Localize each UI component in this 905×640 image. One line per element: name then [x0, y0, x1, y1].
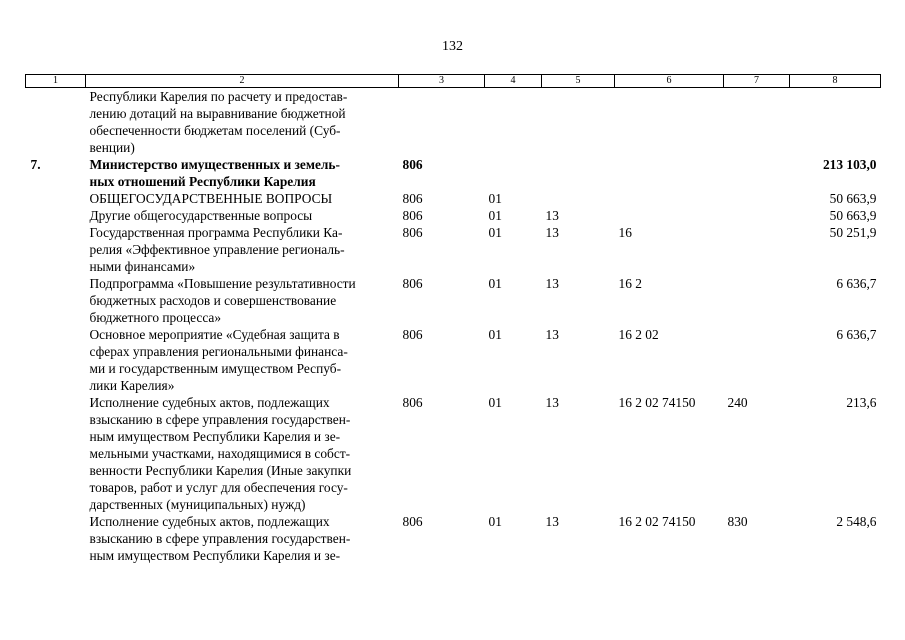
- row-number: [26, 326, 86, 394]
- ministry-code: 806: [402, 225, 423, 240]
- expense-type-code: [724, 190, 790, 207]
- expense-type-code: [724, 156, 790, 190]
- target-article-code: 16 2: [618, 276, 642, 291]
- column-number: 1: [26, 75, 86, 88]
- column-number: 7: [724, 75, 790, 88]
- row-number: 7.: [30, 157, 41, 172]
- budget-table: [25, 74, 881, 564]
- column-number: 6: [615, 75, 724, 88]
- column-number: 3: [399, 75, 485, 88]
- row-number: [26, 224, 86, 275]
- row-name: Основное мероприятие «Судебная защита в сферах управления региональными финанса- ми и государственным имуществом Респуб- лики Карелия»: [89, 327, 348, 393]
- column-number: 4: [485, 75, 542, 88]
- row-number: [26, 88, 86, 157]
- table-header: [26, 75, 881, 88]
- table-row: [26, 88, 881, 157]
- row-name: ОБЩЕГОСУДАРСТВЕННЫЕ ВОПРОСЫ: [89, 191, 333, 206]
- section-code: 01: [488, 225, 502, 240]
- amount-value: 6 636,7: [836, 327, 877, 342]
- subsection-code: [542, 88, 615, 157]
- expense-type-code: [724, 275, 790, 326]
- section-code: 01: [488, 191, 502, 206]
- subsection-code: [542, 190, 615, 207]
- ministry-code: 806: [402, 327, 423, 342]
- section-code: [485, 156, 542, 190]
- amount-value: 213,6: [846, 395, 877, 410]
- subsection-code: 13: [545, 276, 559, 291]
- ministry-code: 806: [402, 208, 423, 223]
- table-row: [26, 394, 881, 513]
- row-number: [26, 394, 86, 513]
- section-code: 01: [488, 327, 502, 342]
- row-name: Исполнение судебных актов, подлежащих взысканию в сфере управления государствен- ным имуществом Республики Карелия и зе- мельными участками, находящимися в собст- венности Республики Карелия (Иные закупки товаров, работ и услуг для обеспечения госу- дарственных (муниципальных) нужд): [89, 395, 352, 512]
- target-article-code: 16 2 02 74150: [618, 395, 696, 410]
- ministry-code: [399, 88, 485, 157]
- section-code: 01: [488, 395, 502, 410]
- subsection-code: 13: [545, 327, 559, 342]
- column-number-row: [26, 75, 881, 88]
- amount-value: 2 548,6: [836, 514, 877, 529]
- subsection-code: 13: [545, 225, 559, 240]
- subsection-code: 13: [545, 208, 559, 223]
- row-number: [26, 275, 86, 326]
- column-number: 2: [86, 75, 399, 88]
- expense-type-code: [724, 207, 790, 224]
- row-name: Другие общегосударственные вопросы: [89, 208, 313, 223]
- target-article-code: 16: [618, 225, 632, 240]
- row-name: Республики Карелия по расчету и предостав- лению дотаций на выравнивание бюджетной обеспеченности бюджетам поселений (Суб- венции): [89, 89, 348, 155]
- row-number: [26, 207, 86, 224]
- table-row: [26, 207, 881, 224]
- expense-type-code: [724, 88, 790, 157]
- target-article-code: [615, 88, 724, 157]
- target-article-code: [615, 190, 724, 207]
- amount-value: 50 663,9: [829, 208, 877, 223]
- table-row: [26, 275, 881, 326]
- section-code: 01: [488, 514, 502, 529]
- subsection-code: 13: [545, 514, 559, 529]
- ministry-code: 806: [402, 514, 423, 529]
- row-number: [26, 513, 86, 564]
- target-article-code: [615, 207, 724, 224]
- section-code: 01: [488, 276, 502, 291]
- expense-type-code: 240: [727, 395, 748, 410]
- amount-value: 213 103,0: [822, 157, 877, 172]
- subsection-code: [542, 156, 615, 190]
- row-number: [26, 190, 86, 207]
- table-row: [26, 224, 881, 275]
- target-article-code: [615, 156, 724, 190]
- ministry-code: 806: [402, 395, 423, 410]
- table-row: [26, 190, 881, 207]
- ministry-code: 806: [402, 276, 423, 291]
- row-name: Подпрограмма «Повышение результативности бюджетных расходов и совершенствование бюджетного процесса»: [89, 276, 356, 325]
- target-article-code: 16 2 02 74150: [618, 514, 696, 529]
- row-name: Исполнение судебных актов, подлежащих взысканию в сфере управления государствен- ным имуществом Республики Карелия и зе-: [89, 514, 351, 563]
- table-row: [26, 156, 881, 190]
- expense-type-code: [724, 326, 790, 394]
- section-code: [485, 88, 542, 157]
- subsection-code: 13: [545, 395, 559, 410]
- expense-type-code: [724, 224, 790, 275]
- ministry-code: 806: [402, 191, 423, 206]
- row-name: Министерство имущественных и земель- ных отношений Республики Карелия: [89, 157, 340, 189]
- table-row: [26, 326, 881, 394]
- ministry-code: 806: [402, 157, 423, 172]
- table-body: [26, 88, 881, 565]
- amount-value: 50 663,9: [829, 191, 877, 206]
- row-name: Государственная программа Республики Ка- релия «Эффективное управление региональ- ными финансами»: [89, 225, 345, 274]
- section-code: 01: [488, 208, 502, 223]
- table-row: [26, 513, 881, 564]
- amount-value: [790, 88, 881, 157]
- column-number: 8: [790, 75, 881, 88]
- expense-type-code: 830: [727, 514, 748, 529]
- amount-value: 50 251,9: [829, 225, 877, 240]
- amount-value: 6 636,7: [836, 276, 877, 291]
- column-number: 5: [542, 75, 615, 88]
- page-number: 132: [442, 39, 463, 54]
- target-article-code: 16 2 02: [618, 327, 659, 342]
